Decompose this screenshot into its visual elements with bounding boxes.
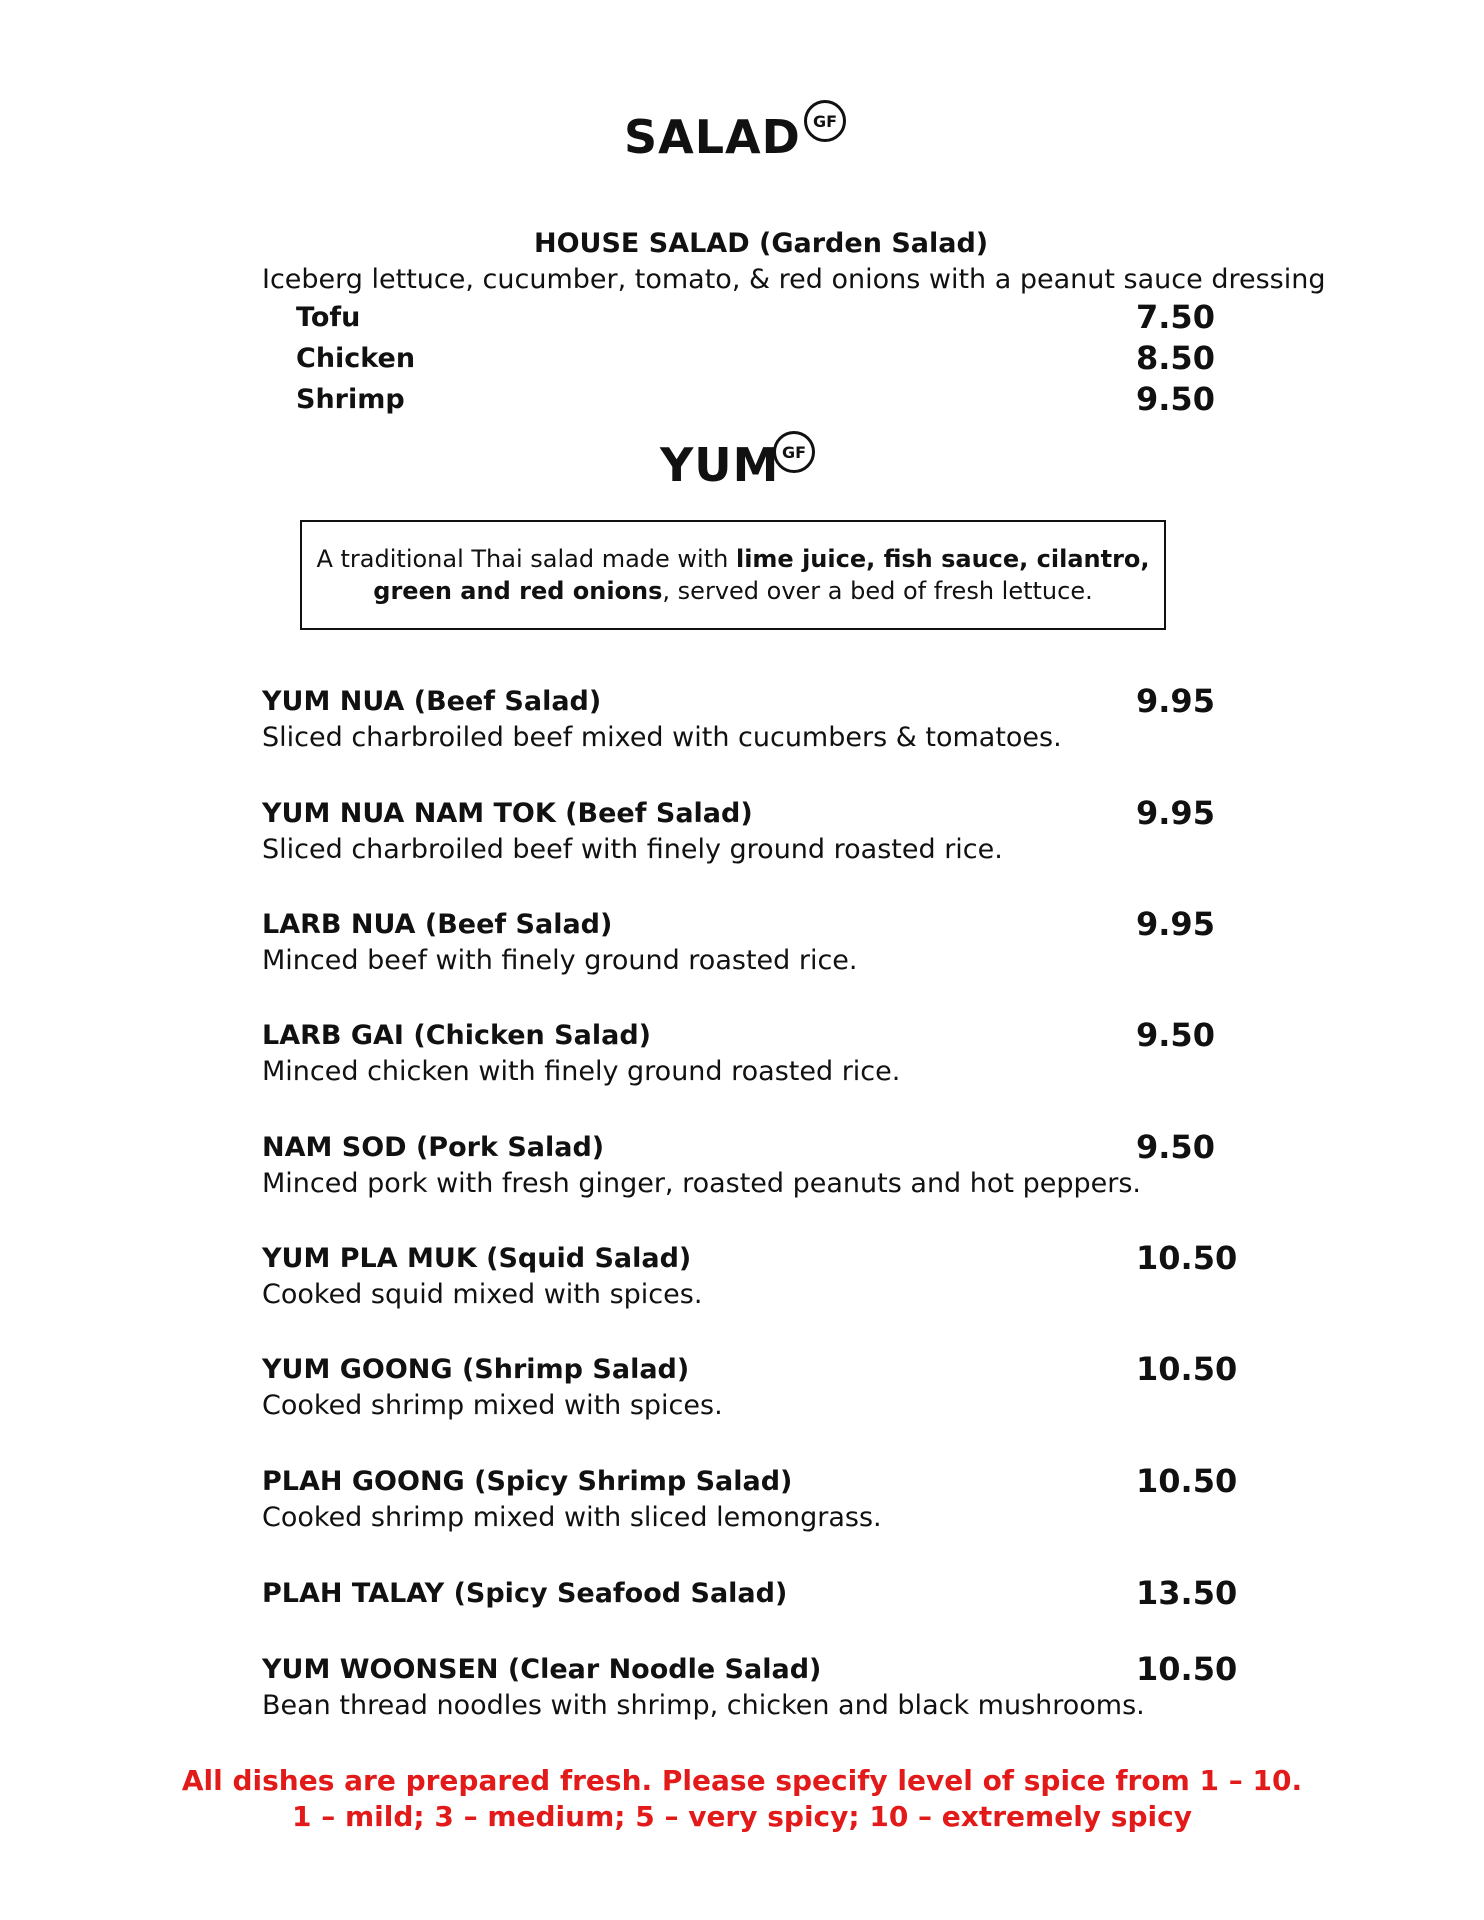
menu-item-name: YUM NUA NAM TOK (Beef Salad): [262, 798, 753, 829]
menu-item-name: YUM PLA MUK (Squid Salad): [262, 1243, 692, 1274]
menu-item-description: Minced pork with fresh ginger, roasted peanuts and hot peppers.: [262, 1168, 1141, 1199]
menu-item-price: 9.95: [1136, 905, 1215, 943]
yum-intro-box: [300, 520, 1166, 630]
menu-item-price: 10.50: [1136, 1239, 1238, 1277]
house-salad-name: HOUSE SALAD (Garden Salad): [534, 228, 989, 259]
menu-item-price: 9.95: [1136, 682, 1215, 720]
menu-item-price: 9.95: [1136, 794, 1215, 832]
yum-intro-line2: [373, 575, 1092, 607]
salad-title: SALAD: [624, 110, 801, 164]
yum-intro-text: A traditional Thai salad made with: [316, 545, 736, 573]
menu-item-description: Cooked shrimp mixed with sliced lemongrass.: [262, 1502, 882, 1533]
menu-item-price: 13.50: [1136, 1574, 1238, 1612]
menu-item-name: PLAH GOONG (Spicy Shrimp Salad): [262, 1466, 793, 1497]
house-salad-option-price: 9.50: [1136, 380, 1215, 418]
menu-item-name: LARB GAI (Chicken Salad): [262, 1020, 651, 1051]
menu-item-price: 9.50: [1136, 1016, 1215, 1054]
yum-intro-text: , served over a bed of fresh lettuce.: [662, 577, 1093, 605]
menu-item-name: YUM NUA (Beef Salad): [262, 686, 602, 717]
menu-item-name: YUM WOONSEN (Clear Noodle Salad): [262, 1654, 822, 1685]
spice-note-line2: 1 – mild; 3 – medium; 5 – very spicy; 10 – extremely spicy: [292, 1800, 1192, 1833]
house-salad-option-label: Tofu: [296, 302, 361, 333]
menu-item-name: YUM GOONG (Shrimp Salad): [262, 1354, 690, 1385]
house-salad-option-price: 8.50: [1136, 339, 1215, 377]
house-salad-description: Iceberg lettuce, cucumber, tomato, & red onions with a peanut sauce dressing: [262, 264, 1326, 295]
yum-intro-onions: green and red onions: [373, 577, 663, 605]
menu-item-price: 10.50: [1136, 1462, 1238, 1500]
house-salad-option-label: Shrimp: [296, 384, 405, 415]
spice-note-line1: All dishes are prepared fresh. Please specify level of spice from 1 – 10.: [181, 1764, 1303, 1797]
yum-intro-ingredients: lime juice, fish sauce, cilantro,: [735, 545, 1150, 573]
menu-item-price: 10.50: [1136, 1650, 1238, 1688]
gluten-free-icon: GF: [773, 431, 815, 473]
house-salad-option-price: 7.50: [1136, 298, 1215, 336]
menu-item-name: PLAH TALAY (Spicy Seafood Salad): [262, 1578, 788, 1609]
yum-title: YUM: [660, 438, 780, 492]
house-salad-option-label: Chicken: [296, 343, 416, 374]
menu-item-description: Minced chicken with finely ground roasted rice.: [262, 1056, 901, 1087]
menu-item-description: Cooked shrimp mixed with spices.: [262, 1390, 723, 1421]
menu-item-description: Sliced charbroiled beef mixed with cucumbers & tomatoes.: [262, 722, 1062, 753]
gluten-free-icon: GF: [804, 100, 846, 142]
menu-item-description: Bean thread noodles with shrimp, chicken and black mushrooms.: [262, 1690, 1145, 1721]
menu-item-description: Sliced charbroiled beef with finely ground roasted rice.: [262, 834, 1003, 865]
menu-item-name: NAM SOD (Pork Salad): [262, 1132, 605, 1163]
menu-item-description: Minced beef with finely ground roasted rice.: [262, 945, 858, 976]
yum-intro-line1: [316, 543, 1149, 575]
menu-item-name: LARB NUA (Beef Salad): [262, 909, 613, 940]
menu-item-price: 9.50: [1136, 1128, 1215, 1166]
menu-item-price: 10.50: [1136, 1350, 1238, 1388]
menu-item-description: Cooked squid mixed with spices.: [262, 1279, 703, 1310]
